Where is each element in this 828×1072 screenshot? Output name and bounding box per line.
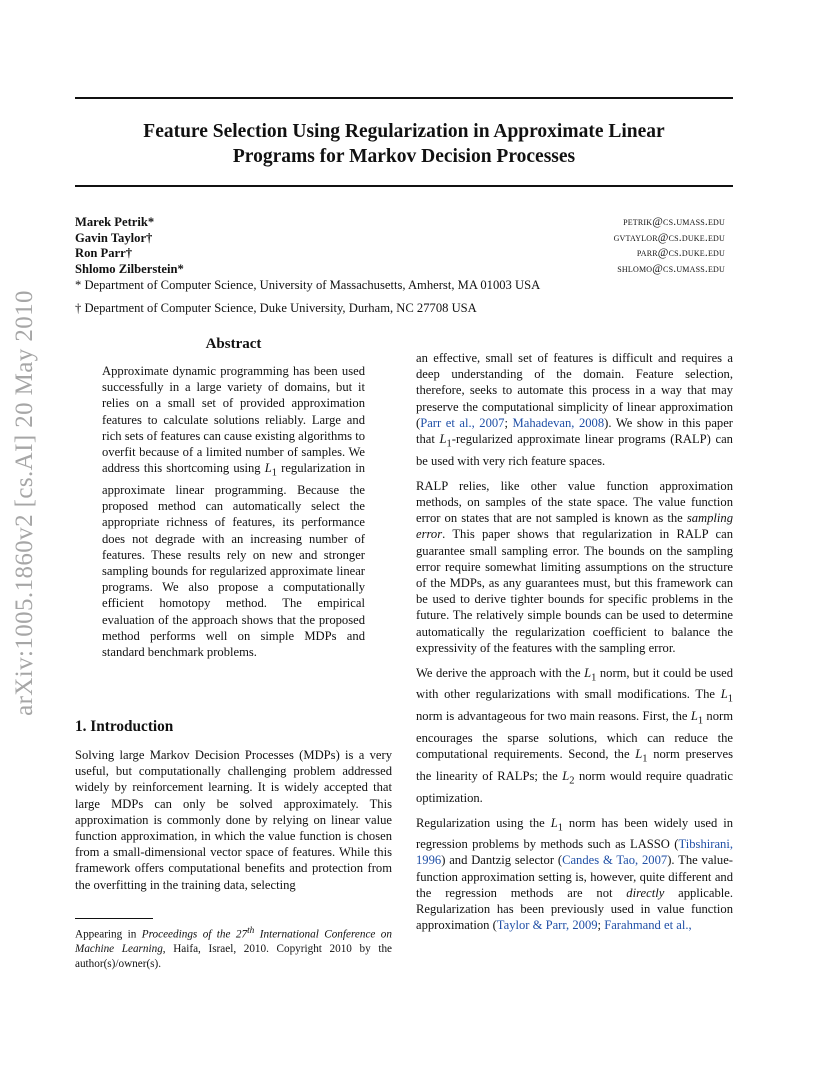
- author-name: Marek Petrik*: [75, 215, 155, 229]
- author-email[interactable]: gvtaylor@cs.duke.edu: [613, 231, 725, 244]
- citation-link[interactable]: Taylor & Parr, 2009: [496, 918, 598, 933]
- footnote-rule: [75, 918, 153, 919]
- author-email[interactable]: parr@cs.duke.edu: [636, 247, 725, 260]
- abstract-section: [102, 335, 365, 660]
- citation-link[interactable]: Tibshirani, 1996: [416, 837, 733, 868]
- author-name: Shlomo Zilberstein*: [75, 261, 184, 276]
- arxiv-stamp: [10, 268, 40, 738]
- introduction-section: [75, 718, 392, 893]
- author-row: [75, 231, 725, 247]
- right-column: [416, 350, 733, 942]
- arxiv-stamp-text: arXiv:1005.1860v2 [cs.AI] 20 May 2010: [11, 290, 38, 716]
- author-email[interactable]: shlomo@cs.umass.edu: [617, 262, 725, 275]
- citation-link[interactable]: Mahadevan, 2008: [512, 415, 605, 430]
- author-row: [75, 215, 725, 231]
- title-rule-bottom: [75, 185, 733, 187]
- abstract-text: Approximate dynamic programming has been used successfully in a large variety of domains, but it relies on a small set of provided approximation features to calculate solutions reliably. Large and rich sets of features can cause existing algorithms to overfit because of a limited number of samples. We address this shortcoming using $L_1$ regularization in approximate linear programming. Because the proposed method can automatically select the appropriate richness of features, its performance does not degrade with an increasing number of features. These results rely on new and stronger sampling bounds for regularized approximate linear programs. We also propose a computationally efficient homotopy method. The empirical evaluation of the approach shows that the proposed method performs well on simple MDPs and standard benchmark problems.: [102, 364, 366, 659]
- affiliation-umass: * Department of Computer Science, University of Massachusetts, Amherst, MA 01003 USA: [75, 278, 541, 293]
- author-block: [75, 215, 725, 317]
- body-paragraph: Regularization using the $L_1$ norm has been widely used in regression problems by methods such as LASSO (Tibshirani, 1996) and Dantzig selector (Candes & Tao, 2007). The value-function approximation setting is, however, quite different and the regression methods are not directly applicable. Regularization has been previously used in value function approximation (Taylor & Parr, 2009; Farahmand et al.,: [416, 815, 733, 933]
- body-paragraph: We derive the approach with the $L_1$ norm, but it could be used with other regularizations with small modifications. The $L_1$ norm is advantageous for two main reasons. First, the $L_1$ norm encourages the sparse solutions, which can reduce the computational requirements. Second, the $L_1$ norm preserves the linearity of RALPs; the $L_2$ norm would require quadratic optimization.: [416, 665, 734, 805]
- citation-link[interactable]: Parr et al., 2007: [420, 415, 505, 430]
- affiliation-duke: † Department of Computer Science, Duke University, Durham, NC 27708 USA: [75, 300, 477, 315]
- author-email[interactable]: petrik@cs.umass.edu: [623, 216, 725, 228]
- author-name: Gavin Taylor†: [75, 230, 153, 245]
- author-row: [75, 246, 725, 262]
- author-name: Ron Parr†: [75, 246, 133, 261]
- paper-title: [75, 119, 733, 169]
- abstract-heading: Abstract: [205, 336, 262, 352]
- title-line-2: Programs for Markov Decision Processes: [232, 146, 576, 167]
- citation-link[interactable]: Farahmand et al.,: [604, 918, 692, 933]
- citation-link[interactable]: Candes & Tao, 2007: [562, 853, 668, 868]
- intro-paragraph: Solving large Markov Decision Processes (MDPs) is a very useful, but computationally challenging problem addressed widely by reinforcement learning. It is widely accepted that large MDPs can only be solved approximately. This approximation is commonly done by relying on linear value function approximation, in which the value function is chosen from a small-dimensional vector space of features. While this framework offers computational benefits and protection from the overfitting in the training data, selecting: [75, 748, 392, 892]
- body-paragraph: an effective, small set of features is difficult and requires a deep understanding of the domain. Feature selection, therefore, seeks to automate this process in a way that may preserve the computational simplicity of linear approximation (Parr et al., 2007; Mahadevan, 2008). We show in this paper that $L_1$-regularized approximate linear programs (RALP) can be used with very rich feature spaces.: [416, 351, 733, 468]
- section-heading: 1. Introduction: [75, 718, 174, 735]
- title-line-1: Feature Selection Using Regularization in Approximate Linear: [143, 121, 665, 142]
- body-paragraph: RALP relies, like other value function approximation methods, on samples of the state space. The value function error on states that are not sampled is known as the sampling error. This paper shows that regularization in RALP can guarantee small sampling error. The bounds on the sampling error require somewhat limiting assumptions on the structure of the MDPs, as any guarantees must, but this framework can be used to derive tighter bounds for specific problems in the future. The relatively simple bounds can be used to determine automatically the regularization coefficient to balance the expressivity of the features with the sampling error.: [416, 478, 733, 655]
- title-rule-top: [75, 97, 733, 99]
- footnote: Appearing in Proceedings of the 27th International Conference on Machine Learning, Haifa, Israel, 2010. Copyright 2010 by the author(s)/owner(s).: [75, 926, 392, 970]
- author-row: [75, 262, 725, 278]
